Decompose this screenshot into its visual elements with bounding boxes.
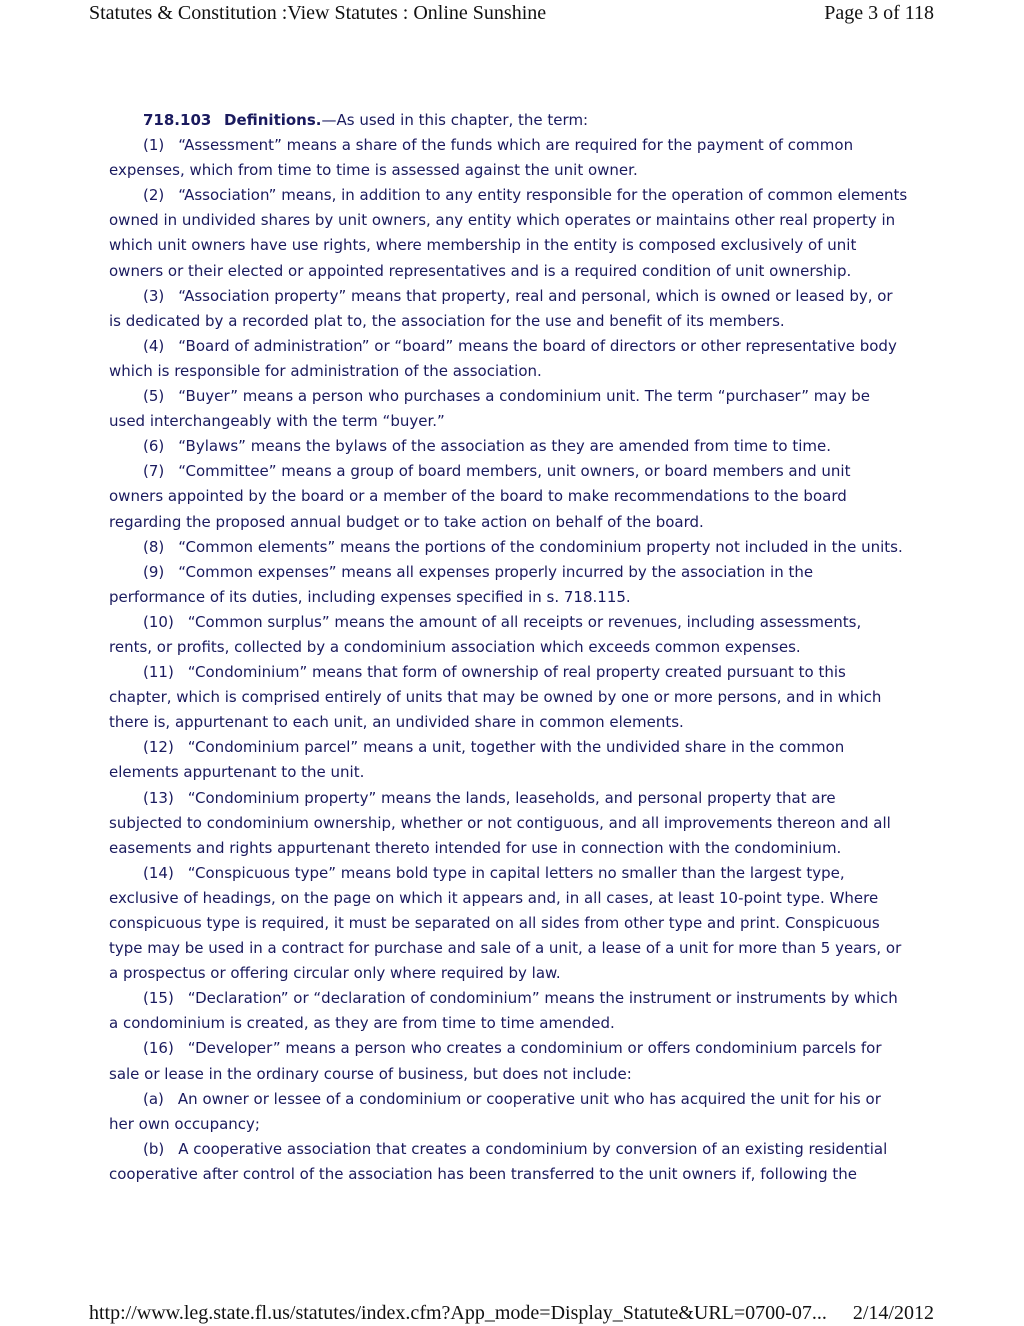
definition-paragraph bbox=[109, 1087, 909, 1137]
definition-text: “Association property” means that property, real and personal, which is owned or leased by, or is dedicated by a recorded plat to, the association for the use and benefit of its members. bbox=[109, 286, 893, 330]
definition-paragraph bbox=[109, 459, 909, 534]
page-number: Page 3 of 118 bbox=[824, 2, 934, 24]
print-footer bbox=[0, 1300, 1024, 1326]
definition-number: (16) bbox=[143, 1039, 174, 1058]
definition-number: (8) bbox=[143, 537, 165, 556]
definition-number: (5) bbox=[143, 387, 165, 406]
definition-text: A cooperative association that creates a condominium by conversion of an existing residential cooperative after control of the association has been transferred to the unit owners if, following the bbox=[109, 1139, 888, 1183]
definition-number: (2) bbox=[143, 186, 165, 205]
definition-text: “Board of administration” or “board” means the board of directors or other representative body which is responsible for administration of the association. bbox=[109, 336, 897, 380]
definition-number: (11) bbox=[143, 663, 174, 682]
definition-paragraph bbox=[109, 610, 909, 660]
definition-number: (15) bbox=[143, 989, 174, 1008]
definition-paragraph bbox=[109, 434, 909, 459]
definition-paragraph bbox=[109, 284, 909, 334]
definition-paragraph bbox=[109, 133, 909, 183]
section-heading bbox=[109, 108, 909, 133]
definition-text: “Common expenses” means all expenses properly incurred by the association in the performance of its duties, including expenses specified in s. 718.115. bbox=[109, 562, 814, 606]
definition-paragraph bbox=[109, 183, 909, 283]
definition-number: (a) bbox=[143, 1089, 164, 1108]
definition-paragraph bbox=[109, 384, 909, 434]
page-url: http://www.leg.state.fl.us/statutes/index.cfm?App_mode=Display_Statute&URL=0700-07... bbox=[89, 1302, 827, 1324]
print-date: 2/14/2012 bbox=[852, 1302, 934, 1324]
definition-text: “Common surplus” means the amount of all receipts or revenues, including assessments, rents, or profits, collected by a condominium association which exceeds common expenses. bbox=[109, 612, 862, 656]
definition-text: “Common elements” means the portions of the condominium property not included in the units. bbox=[178, 537, 903, 556]
definition-number: (7) bbox=[143, 462, 165, 481]
definition-text: “Association” means, in addition to any entity responsible for the operation of common elements owned in undivided shares by unit owners, any entity which operates or maintains other real property in which unit owners have use rights, where membership in the entity is composed exclusively of unit owners or their elected or appointed representatives and is a required condition of unit ownership. bbox=[109, 186, 908, 280]
definition-paragraph bbox=[109, 560, 909, 610]
definition-paragraph bbox=[109, 660, 909, 735]
section-number: 718.103 bbox=[143, 111, 212, 129]
definition-text: “Conspicuous type” means bold type in capital letters no smaller than the largest type, exclusive of headings, on the page on which it appears and, in all cases, at least 10-point type. Where conspicuous type is required, it must be separated on all sides from other type and print. Conspicuous type may be used in a contract for purchase and sale of a unit, a lease of a unit for more than 5 years, or a prospectus or offering circular only where required by law. bbox=[109, 863, 902, 983]
definition-text: “Condominium” means that form of ownership of real property created pursuant to this chapter, which is comprised entirely of units that may be owned by one or more persons, and in which there is, appurtenant to each unit, an undivided share in common elements. bbox=[109, 663, 882, 732]
definition-text: “Buyer” means a person who purchases a condominium unit. The term “purchaser” may be used interchangeably with the term “buyer.” bbox=[109, 387, 870, 431]
definition-paragraph bbox=[109, 334, 909, 384]
definition-text: “Committee” means a group of board members, unit owners, or board members and unit owners appointed by the board or a member of the board to make recommendations to the board regarding the proposed annual budget or to take action on behalf of the board. bbox=[109, 462, 851, 531]
definition-paragraph bbox=[109, 986, 909, 1036]
print-header-title: Statutes & Constitution :View Statutes : Online Sunshine bbox=[89, 2, 547, 24]
definition-paragraph bbox=[109, 535, 909, 560]
print-header bbox=[0, 0, 1024, 26]
section-intro: As used in this chapter, the term: bbox=[336, 111, 589, 129]
definition-paragraph bbox=[109, 786, 909, 861]
definition-text: “Condominium parcel” means a unit, together with the undivided share in the common elements appurtenant to the unit. bbox=[109, 738, 845, 782]
definition-number: (13) bbox=[143, 788, 174, 807]
definition-number: (1) bbox=[143, 136, 165, 155]
em-dash: — bbox=[321, 111, 337, 129]
definition-paragraph bbox=[109, 1137, 909, 1187]
definition-text: “Developer” means a person who creates a condominium or offers condominium parcels for sale or lease in the ordinary course of business, but does not include: bbox=[109, 1039, 882, 1083]
definition-number: (10) bbox=[143, 612, 174, 631]
definition-text: An owner or lessee of a condominium or cooperative unit who has acquired the unit for his or her own occupancy; bbox=[109, 1089, 881, 1133]
definition-text: “Condominium property” means the lands, leaseholds, and personal property that are subjected to condominium ownership, whether or not contiguous, and all improvements thereon and all easements and rights appurtenant thereto intended for use in connection with the condominium. bbox=[109, 788, 891, 857]
definition-paragraph bbox=[109, 861, 909, 986]
definition-number: (12) bbox=[143, 738, 174, 757]
definition-text: “Bylaws” means the bylaws of the association as they are amended from time to time. bbox=[178, 437, 831, 456]
definition-text: “Declaration” or “declaration of condominium” means the instrument or instruments by which a condominium is created, as they are from time to time amended. bbox=[109, 989, 898, 1033]
definition-number: (4) bbox=[143, 336, 165, 355]
definitions-list bbox=[109, 133, 909, 1187]
definition-number: (9) bbox=[143, 562, 165, 581]
definition-number: (14) bbox=[143, 863, 174, 882]
definition-text: “Assessment” means a share of the funds which are required for the payment of common expenses, which from time to time is assessed against the unit owner. bbox=[109, 136, 854, 180]
definition-number: (b) bbox=[143, 1139, 165, 1158]
definition-paragraph bbox=[109, 1036, 909, 1086]
definition-number: (3) bbox=[143, 286, 165, 305]
statute-body bbox=[109, 108, 909, 1187]
definition-number: (6) bbox=[143, 437, 165, 456]
definition-paragraph bbox=[109, 735, 909, 785]
section-catchline: Definitions. bbox=[224, 111, 322, 129]
